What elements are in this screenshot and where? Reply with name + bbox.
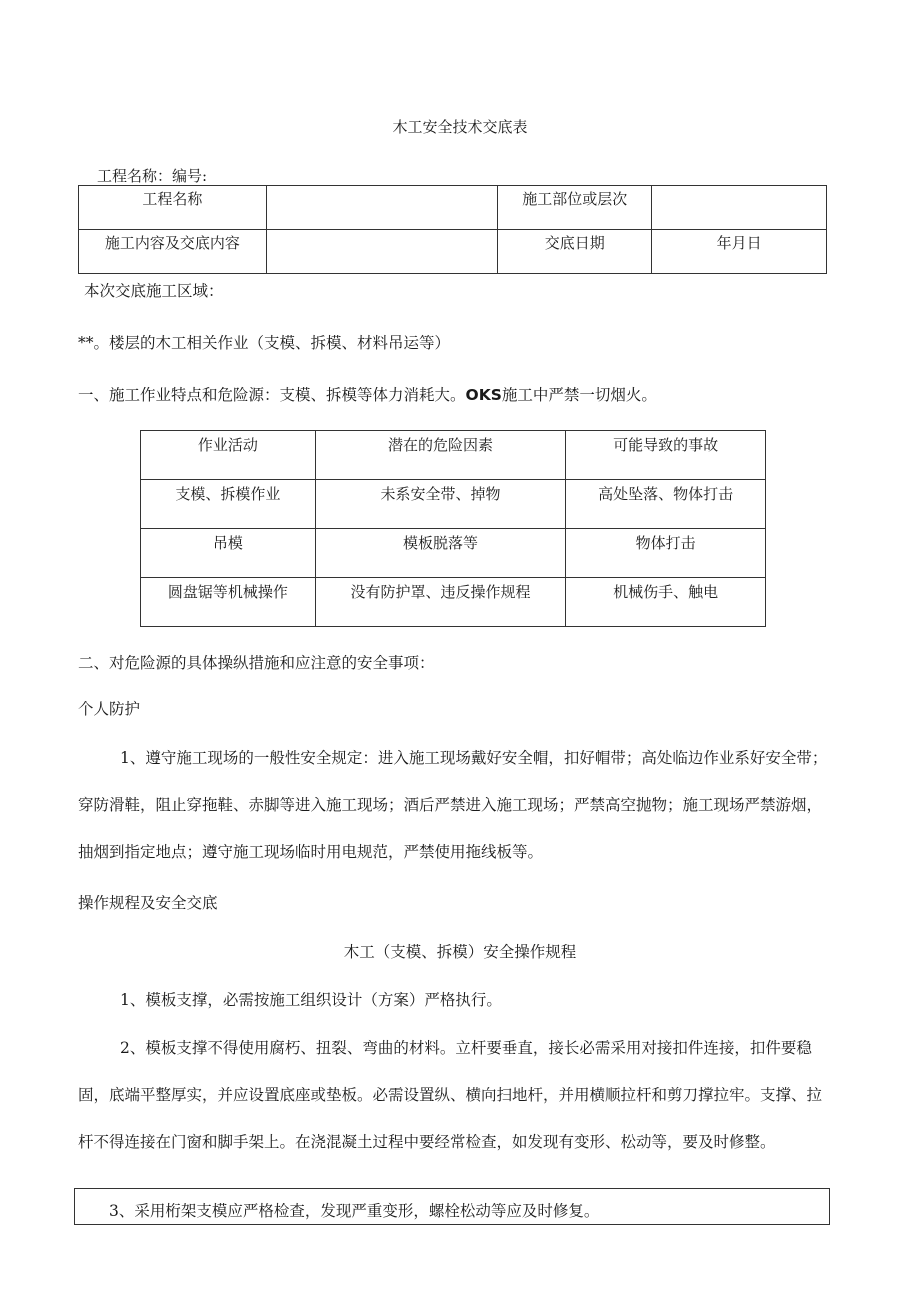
table-cell: 工程名称 <box>79 186 267 230</box>
table-cell: 施工部位或层次 <box>498 186 652 230</box>
table-cell <box>266 230 498 274</box>
table-cell: 交底日期 <box>498 230 652 274</box>
table-cell: 施工内容及交底内容 <box>79 230 267 274</box>
rule-1: 1、模板支撑，必需按施工组织设计（方案）严格执行。 <box>120 991 502 1009</box>
table-cell: 没有防护罩、违反操作规程 <box>315 578 566 627</box>
hazard-table <box>140 430 766 627</box>
table-header-cell: 潜在的危险因素 <box>315 431 566 480</box>
table-row <box>79 186 827 230</box>
document-title: 木工安全技术交底表 <box>392 118 528 136</box>
rule-3-box <box>74 1188 830 1225</box>
table-header-cell: 可能导致的事故 <box>566 431 766 480</box>
project-meta-line: 工程名称：编号: <box>97 167 208 185</box>
section-2-heading: 二、对危险源的具体操纵措施和应注意的安全事项： <box>78 654 435 672</box>
table-row <box>141 578 766 627</box>
rule-2: 2、模板支撑不得使用腐朽、扭裂、弯曲的材料。立杆要垂直，接长必需采用对接扣件连接，扣件要稳固，底端平整厚实，并应设置底座或垫板。必需设置纵、横向扫地杆，并用横顺拉杆和剪刀撑拉牢。支撑、拉杆不得连接在门窗和脚手架上。在浇混凝土过程中要经常检查，如发现有变形、松动等，要及时修整。 <box>78 1039 823 1151</box>
table-cell: 圆盘锯等机械操作 <box>141 578 316 627</box>
table-cell: 未系安全带、掉物 <box>315 480 566 529</box>
ops-title: 木工（支模、拆模）安全操作规程 <box>343 943 577 961</box>
table-cell: 年月日 <box>652 230 827 274</box>
table-cell: 吊模 <box>141 529 316 578</box>
ops-heading: 操作规程及安全交底 <box>78 894 218 912</box>
table-cell <box>652 186 827 230</box>
section-1-oks: OKS <box>465 386 502 404</box>
personal-protection-heading: 个人防护 <box>78 700 141 718</box>
project-info-table <box>78 185 827 274</box>
table-cell: 支模、拆模作业 <box>141 480 316 529</box>
personal-protection-paragraph: 1、遵守施工现场的一般性安全规定：进入施工现场戴好安全帽，扣好帽带；高处临边作业系好安全带；穿防滑鞋，阻止穿拖鞋、赤脚等进入施工现场；酒后严禁进入施工现场；严禁高空抛物；施工现场严禁游烟，抽烟到指定地点；遵守施工现场临时用电规范，严禁使用拖线板等。 <box>78 749 828 861</box>
table-row <box>141 529 766 578</box>
table-row <box>141 480 766 529</box>
rule-3: 3、采用桁架支模应严格检查，发现严重变形，螺栓松动等应及时修复。 <box>109 1202 600 1220</box>
table-cell: 模板脱落等 <box>315 529 566 578</box>
section-1-text-post: 施工中严禁一切烟火。 <box>501 386 657 404</box>
section-1-text-pre: 一、施工作业特点和危险源：支模、拆模等体力消耗大。 <box>78 386 466 404</box>
table-header-row <box>141 431 766 480</box>
table-cell <box>266 186 498 230</box>
table-cell: 机械伤手、触电 <box>566 578 766 627</box>
table-cell: 高处坠落、物体打击 <box>566 480 766 529</box>
section-1-heading <box>78 383 657 405</box>
table-header-cell: 作业活动 <box>141 431 316 480</box>
table-cell: 物体打击 <box>566 529 766 578</box>
table-row <box>79 230 827 274</box>
area-line: **。楼层的木工相关作业（支模、拆模、材料吊运等） <box>78 334 451 352</box>
area-label: 本次交底施工区域： <box>84 282 224 300</box>
